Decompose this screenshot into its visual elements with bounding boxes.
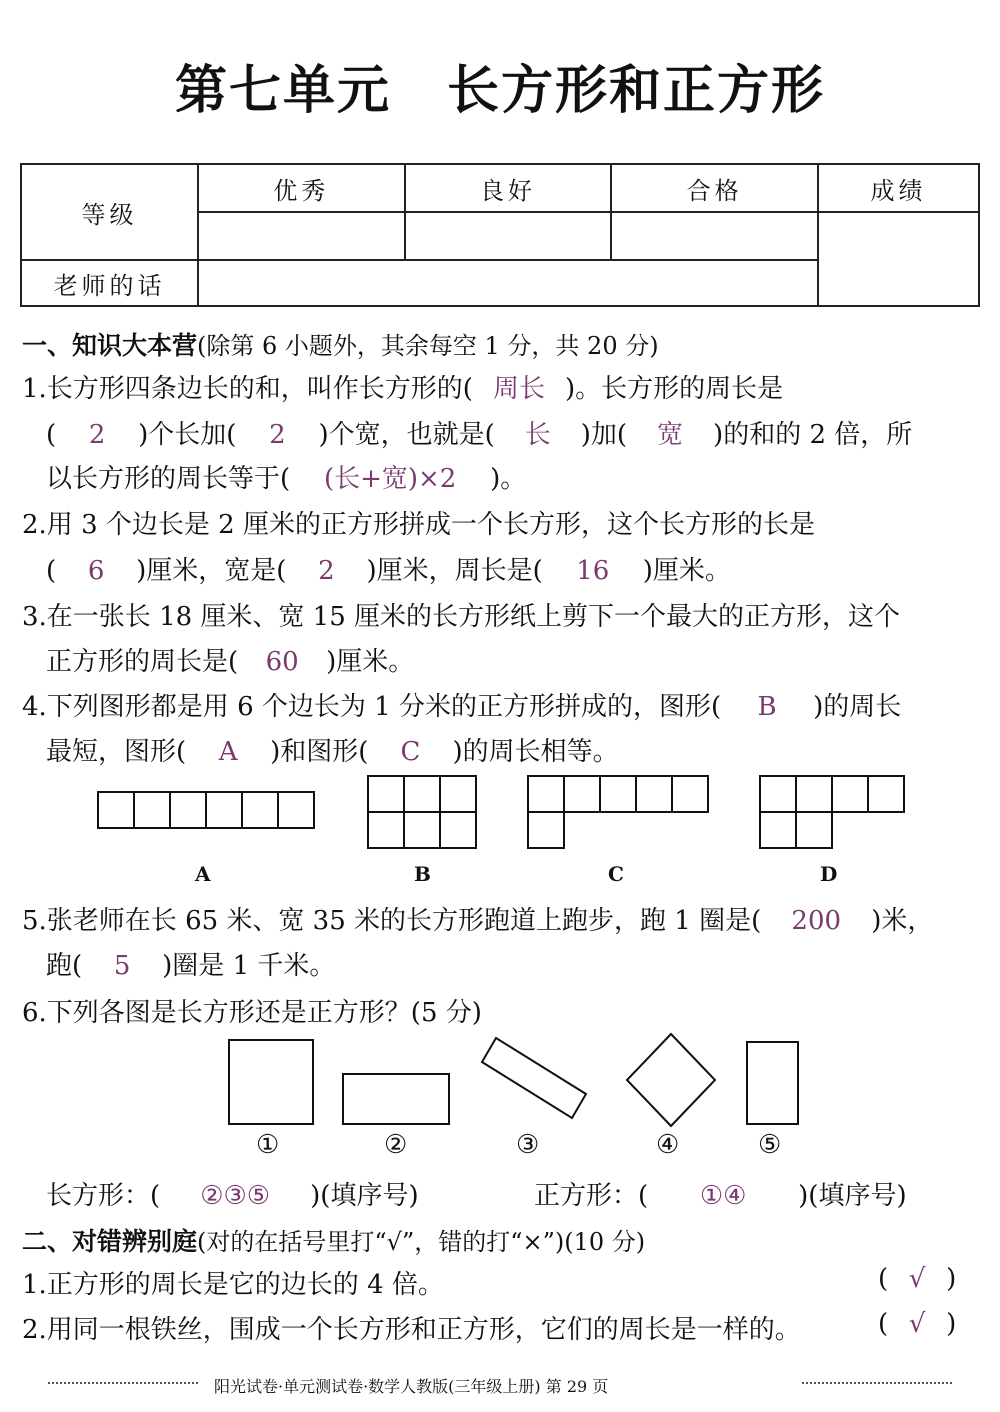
answer-blank[interactable]: 5 bbox=[113, 951, 131, 981]
unit-topic: 长方形和正方形 bbox=[447, 61, 826, 121]
q6-line1: 6.下列各图是长方形还是正方形？(5 分) bbox=[22, 998, 482, 1028]
level-excellent-cell[interactable] bbox=[198, 212, 405, 260]
level-good-cell[interactable] bbox=[405, 212, 612, 260]
answer-blank[interactable]: 60 bbox=[265, 647, 299, 677]
figure-d bbox=[760, 776, 904, 848]
q6-shapes bbox=[0, 1030, 1000, 1130]
q5-line2: 跑( 5 )圈是 1 千米。 bbox=[46, 951, 336, 981]
grade-table bbox=[20, 163, 980, 307]
q6-square-answer: 正方形：( ①④ )(填序号) bbox=[534, 1181, 907, 1211]
answer-blank[interactable]: √ bbox=[908, 1309, 926, 1339]
teacher-comment-cell[interactable] bbox=[198, 260, 818, 306]
answer-blank[interactable]: 200 bbox=[791, 906, 842, 936]
answer-blank[interactable]: 周长 bbox=[492, 374, 545, 404]
answer-blank[interactable]: C bbox=[400, 737, 421, 767]
tf-item-1: 1.正方形的周长是它的边长的 4 倍。 bbox=[22, 1270, 444, 1300]
teacher-label: 老师的话 bbox=[21, 260, 198, 306]
answer-blank[interactable]: 16 bbox=[576, 556, 610, 586]
level-label: 等级 bbox=[21, 164, 198, 260]
level-good: 良好 bbox=[405, 164, 612, 212]
q3-line2: 正方形的周长是( 60 )厘米。 bbox=[46, 647, 415, 677]
answer-blank[interactable]: B bbox=[757, 692, 777, 722]
shape-2-label: ② bbox=[384, 1130, 408, 1160]
q4-line1: 4.下列图形都是用 6 个边长为 1 分米的正方形拼成的，图形( B )的周长 bbox=[22, 692, 902, 722]
answer-blank[interactable]: 长 bbox=[524, 420, 551, 450]
figure-d-label: D bbox=[820, 862, 838, 886]
answer-blank[interactable]: ②③⑤ bbox=[200, 1181, 271, 1211]
tf-item-1-answer: ( √ ) bbox=[878, 1264, 957, 1294]
q1-line2: ( 2 )个长加( 2 )个宽，也就是( 长 )加( 宽 )的和的 2 倍，所 bbox=[46, 414, 912, 451]
figure-a bbox=[98, 792, 314, 828]
page-title bbox=[0, 48, 1000, 123]
q6-rect-answer: 长方形：( ②③⑤ )(填序号) bbox=[46, 1181, 419, 1211]
answer-blank[interactable]: ①④ bbox=[699, 1181, 747, 1211]
shape-4-diamond bbox=[627, 1034, 715, 1126]
tf-item-2: 2.用同一根铁丝，围成一个长方形和正方形，它们的周长是一样的。 bbox=[22, 1315, 801, 1345]
q4-line2: 最短，图形( A )和图形( C )的周长相等。 bbox=[46, 737, 619, 767]
figure-c-label: C bbox=[608, 862, 624, 886]
answer-blank[interactable]: 2 bbox=[318, 556, 335, 586]
answer-blank[interactable]: 宽 bbox=[657, 420, 684, 450]
figure-b-label: B bbox=[414, 862, 431, 886]
q5-line1: 5.张老师在长 65 米、宽 35 米的长方形跑道上跑步，跑 1 圈是( 200 )米， bbox=[22, 906, 934, 936]
footer-text: 阳光试卷·单元测试卷·数学人教版(三年级上册) 第 29 页 bbox=[214, 1377, 609, 1396]
shape-3-tilted-rectangle bbox=[482, 1038, 586, 1118]
q2-line2: ( 6 )厘米，宽是( 2 )厘米，周长是( 16 )厘米。 bbox=[46, 556, 731, 586]
shape-2-rectangle bbox=[343, 1074, 449, 1124]
shape-4-label: ④ bbox=[656, 1130, 680, 1160]
score-cell[interactable] bbox=[818, 212, 979, 306]
answer-blank[interactable]: 2 bbox=[269, 420, 286, 450]
shape-3-label: ③ bbox=[516, 1130, 540, 1160]
q1-line1: 1.长方形四条边长的和，叫作长方形的( 周长 )。长方形的周长是 bbox=[22, 368, 783, 405]
q3-line1: 3.在一张长 18 厘米、宽 15 厘米的长方形纸上剪下一个最大的正方形，这个 bbox=[22, 602, 901, 632]
figure-a-label: A bbox=[195, 862, 211, 886]
figure-b bbox=[368, 776, 476, 848]
answer-blank[interactable]: √ bbox=[908, 1264, 926, 1294]
level-pass-cell[interactable] bbox=[611, 212, 818, 260]
unit-label: 第七单元 bbox=[174, 61, 391, 121]
shape-5-label: ⑤ bbox=[758, 1130, 782, 1160]
q4-figures bbox=[0, 770, 1000, 890]
section1-heading: 一、知识大本营(除第 6 小题外，其余每空 1 分，共 20 分) bbox=[22, 331, 659, 360]
answer-blank[interactable]: A bbox=[218, 737, 238, 767]
figure-c bbox=[528, 776, 708, 848]
shape-5-tall-rectangle bbox=[747, 1042, 798, 1124]
shape-1-label: ① bbox=[256, 1130, 280, 1160]
q2-line1: 2.用 3 个边长是 2 厘米的正方形拼成一个长方形，这个长方形的长是 bbox=[22, 510, 815, 540]
answer-blank[interactable]: 6 bbox=[87, 556, 105, 586]
tf-item-2-answer: ( √ ) bbox=[878, 1309, 957, 1339]
footer-dots-right bbox=[802, 1382, 952, 1384]
footer-dots-left bbox=[48, 1382, 198, 1384]
answer-blank[interactable]: (长+宽)×2 bbox=[323, 464, 457, 494]
section2-heading: 二、对错辨别庭(对的在括号里打“√”，错的打“×”)(10 分) bbox=[22, 1227, 646, 1256]
shape-1-square bbox=[229, 1040, 313, 1124]
page-footer bbox=[48, 1374, 952, 1398]
score-label: 成绩 bbox=[818, 164, 979, 212]
level-excellent: 优秀 bbox=[198, 164, 405, 212]
level-pass: 合格 bbox=[611, 164, 818, 212]
answer-blank[interactable]: 2 bbox=[88, 420, 106, 450]
q1-line3: 以长方形的周长等于( (长+宽)×2 )。 bbox=[46, 458, 526, 495]
